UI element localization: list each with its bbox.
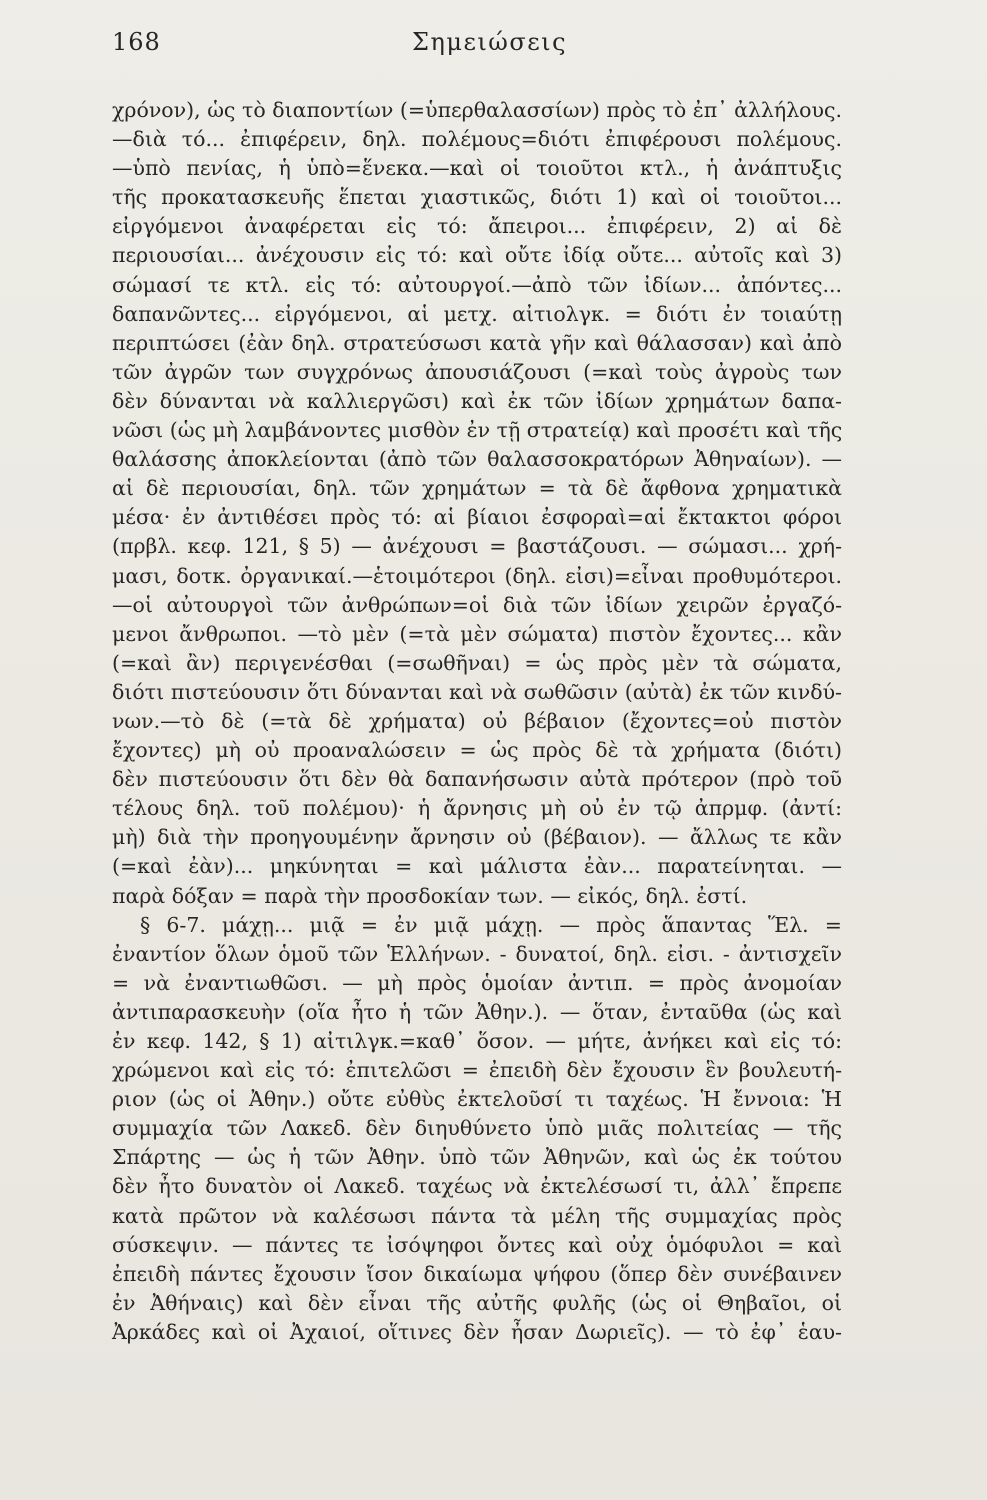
text-line: = νὰ ἐναντιωθῶσι. — μὴ πρὸς ὁμοίαν ἀντιπ. = πρὸς ἀνομοίαν [112,970,842,995]
notes-body [112,96,842,1347]
text-line: τέλους δηλ. τοῦ πολέμου)· ἡ ἄρνησις μὴ οὐ ἐν τῷ ἀπρμφ. (ἀντί: [112,796,842,821]
text-line: θαλάσσης ἀποκλείονται (ἀπὸ τῶν θαλασσοκρατόρων Ἀθηναίων). — [112,447,842,472]
text-line: (=καὶ ἂν) περιγενέσθαι (=σωθῆναι) = ὡς πρὸς μὲν τὰ σώματα, [112,650,842,675]
text-line: ἐν Ἀθήναις) καὶ δὲν εἶναι τῆς αὐτῆς φυλῆς (ὡς οἱ Θηβαῖοι, οἱ [112,1290,842,1315]
text-line: μενοι ἄνθρωποι. —τὸ μὲν (=τὰ μὲν σώματα) πιστὸν ἔχοντες... κἂν [112,621,842,646]
page-header [112,28,892,68]
text-line: διότι πιστεύουσιν ὅτι δύνανται καὶ νὰ σωθῶσιν (αὐτὰ) ἐκ τῶν κινδύ- [112,679,842,704]
text-line: Σπάρτης — ὡς ἡ τῶν Ἀθην. ὑπὸ τῶν Ἀθηνῶν, καὶ ὡς ἐκ τούτου [112,1145,842,1170]
text-line: τῶν ἀγρῶν των συγχρόνως ἀπουσιάζουσι (=καὶ τοὺς ἀγροὺς των [112,359,842,384]
text-line: δὲν πιστεύουσιν ὅτι δὲν θὰ δαπανήσωσιν αὐτὰ πρότερον (πρὸ τοῦ [112,767,842,792]
text-line: χρώμενοι καὶ εἰς τό: ἐπιτελῶσι = ἐπειδὴ δὲν ἔχουσιν ἓν βουλευτή- [112,1058,842,1083]
text-line: (πρβλ. κεφ. 121, § 5) — ἀνέχουσι = βαστάζουσι. — σώμασι... χρή- [112,534,842,559]
text-line: τῆς προκατασκευῆς ἕπεται χιαστικῶς, διότι 1) καὶ οἱ τοιοῦτοι... [112,185,842,210]
text-line: μέσα· ἐν ἀντιθέσει πρὸς τό: αἱ βίαιοι ἐσφοραὶ=αἱ ἔκτακτοι φόροι [112,505,842,530]
text-line: κατὰ πρῶτον νὰ καλέσωσι πάντα τὰ μέλη τῆς συμμαχίας πρὸς [112,1203,842,1228]
text-line: ἐν κεφ. 142, § 1) αἰτιλγκ.=καθ᾽ ὅσον. — μήτε, ἀνήκει καὶ εἰς τό: [112,1029,842,1053]
text-line: ριον (ὡς οἱ Ἀθην.) οὔτε εὐθὺς ἐκτελοῦσί τι ταχέως. Ἡ ἔννοια: Ἡ [112,1087,842,1112]
text-line: δὲν ἦτο δυνατὸν οἱ Λακεδ. ταχέως νὰ ἐκτελέσωσί τι, ἀλλ᾽ ἔπρεπε [112,1174,842,1199]
text-line: νων.—τὸ δὲ (=τὰ δὲ χρήματα) οὐ βέβαιον (ἔχοντες=οὐ πιστὸν [112,708,842,733]
text-line: περιουσίαι... ἀνέχουσιν εἰς τό: καὶ οὔτε ἰδίᾳ οὔτε... αὐτοῖς καὶ 3) [112,243,842,268]
text-line: παρὰ δόξαν = παρὰ τὴν προσδοκίαν των. — εἰκός, δηλ. ἐστί. [112,883,748,908]
text-line: μὴ) διὰ τὴν προηγουμένην ἄρνησιν οὐ (βέβαιον). — ἄλλως τε κἂν [112,825,842,850]
text-line: εἰργόμενοι ἀναφέρεται εἰς τό: ἄπειροι... ἐπιφέρειν, 2) αἱ δὲ [112,214,842,239]
text-line: ἀντιπαρασκευὴν (οἵα ἦτο ἡ τῶν Ἀθην.). — ὅταν, ἐνταῦθα (ὡς καὶ [112,999,842,1024]
text-line: δαπανῶντες... εἰργόμενοι, αἱ μετχ. αἰτιολγκ. = διότι ἐν τοιαύτῃ [112,301,842,326]
text-line: συμμαχία τῶν Λακεδ. δὲν διηυθύνετο ὑπὸ μιᾶς πολιτείας — τῆς [112,1116,842,1141]
text-line: (=καὶ ἐὰν)... μηκύνηται = καὶ μάλιστα ἐὰν... παρατείνηται. — [112,854,842,879]
text-line: ἔχοντες) μὴ οὐ προαναλώσειν = ὡς πρὸς δὲ τὰ χρήματα (διότι) [112,738,842,763]
text-line: —διὰ τό... ἐπιφέρειν, δηλ. πολέμους=διότι ἐπιφέρουσι πολέμους. [112,127,842,152]
text-line: —ὑπὸ πενίας, ἡ ὑπὸ=ἕνεκα.—καὶ οἱ τοιοῦτοι κτλ., ἡ ἀνάπτυξις [112,156,842,181]
text-line: δὲν δύνανται νὰ καλλιεργῶσι) καὶ ἐκ τῶν ἰδίων χρημάτων δαπα- [112,388,842,413]
text-line: ἐπειδὴ πάντες ἔχουσιν ἴσον δικαίωμα ψήφου (ὅπερ δὲν συνέβαινεν [112,1261,842,1286]
text-line: ἐναντίον ὅλων ὁμοῦ τῶν Ἑλλήνων. - δυνατοί, δηλ. εἰσι. - ἀντισχεῖν [112,941,842,966]
text-line: αἱ δὲ περιουσίαι, δηλ. τῶν χρημάτων = τὰ δὲ ἄφθονα χρηματικὰ [112,476,842,501]
text-line: σύσκεψιν. — πάντες τε ἰσόψηφοι ὄντες καὶ οὐχ ὁμόφυλοι = καὶ [112,1232,842,1257]
text-line: χρόνον), ὡς τὸ διαποντίων (=ὑπερθαλασσίων) πρὸς τὸ ἐπ᾽ ἀλλήλους. [112,98,842,122]
running-title: Σημειώσεις [412,28,568,56]
text-line: περιπτώσει (ἐὰν δηλ. στρατεύσωσι κατὰ γῆν καὶ θάλασσαν) καὶ ἀπὸ [112,330,842,355]
text-line: σώμασί τε κτλ. εἰς τό: αὐτουργοί.—ἀπὸ τῶν ἰδίων... ἀπόντες... [112,272,842,297]
text-line: Ἀρκάδες καὶ οἱ Ἀχαιοί, οἵτινες δὲν ἦσαν Δωριεῖς). — τὸ ἐφ᾽ ἑαυ- [112,1319,842,1344]
text-line: —οἱ αὐτουργοὶ τῶν ἀνθρώπων=οἱ διὰ τῶν ἰδίων χειρῶν ἐργαζό- [112,592,842,617]
text-line: μασι, δοτκ. ὀργανικαί.—ἑτοιμότεροι (δηλ. εἰσι)=εἶναι προθυμότεροι. [112,563,842,588]
section-start-line: § 6-7. μάχῃ... μιᾷ = ἐν μιᾷ μάχῃ. — πρὸς ἅπαντας Ἕλ. = [140,912,842,937]
text-line: νῶσι (ὡς μὴ λαμβάνοντες μισθὸν ἐν τῇ στρατείᾳ) καὶ προσέτι καὶ τῆς [112,418,843,443]
page-number: 168 [112,28,161,56]
